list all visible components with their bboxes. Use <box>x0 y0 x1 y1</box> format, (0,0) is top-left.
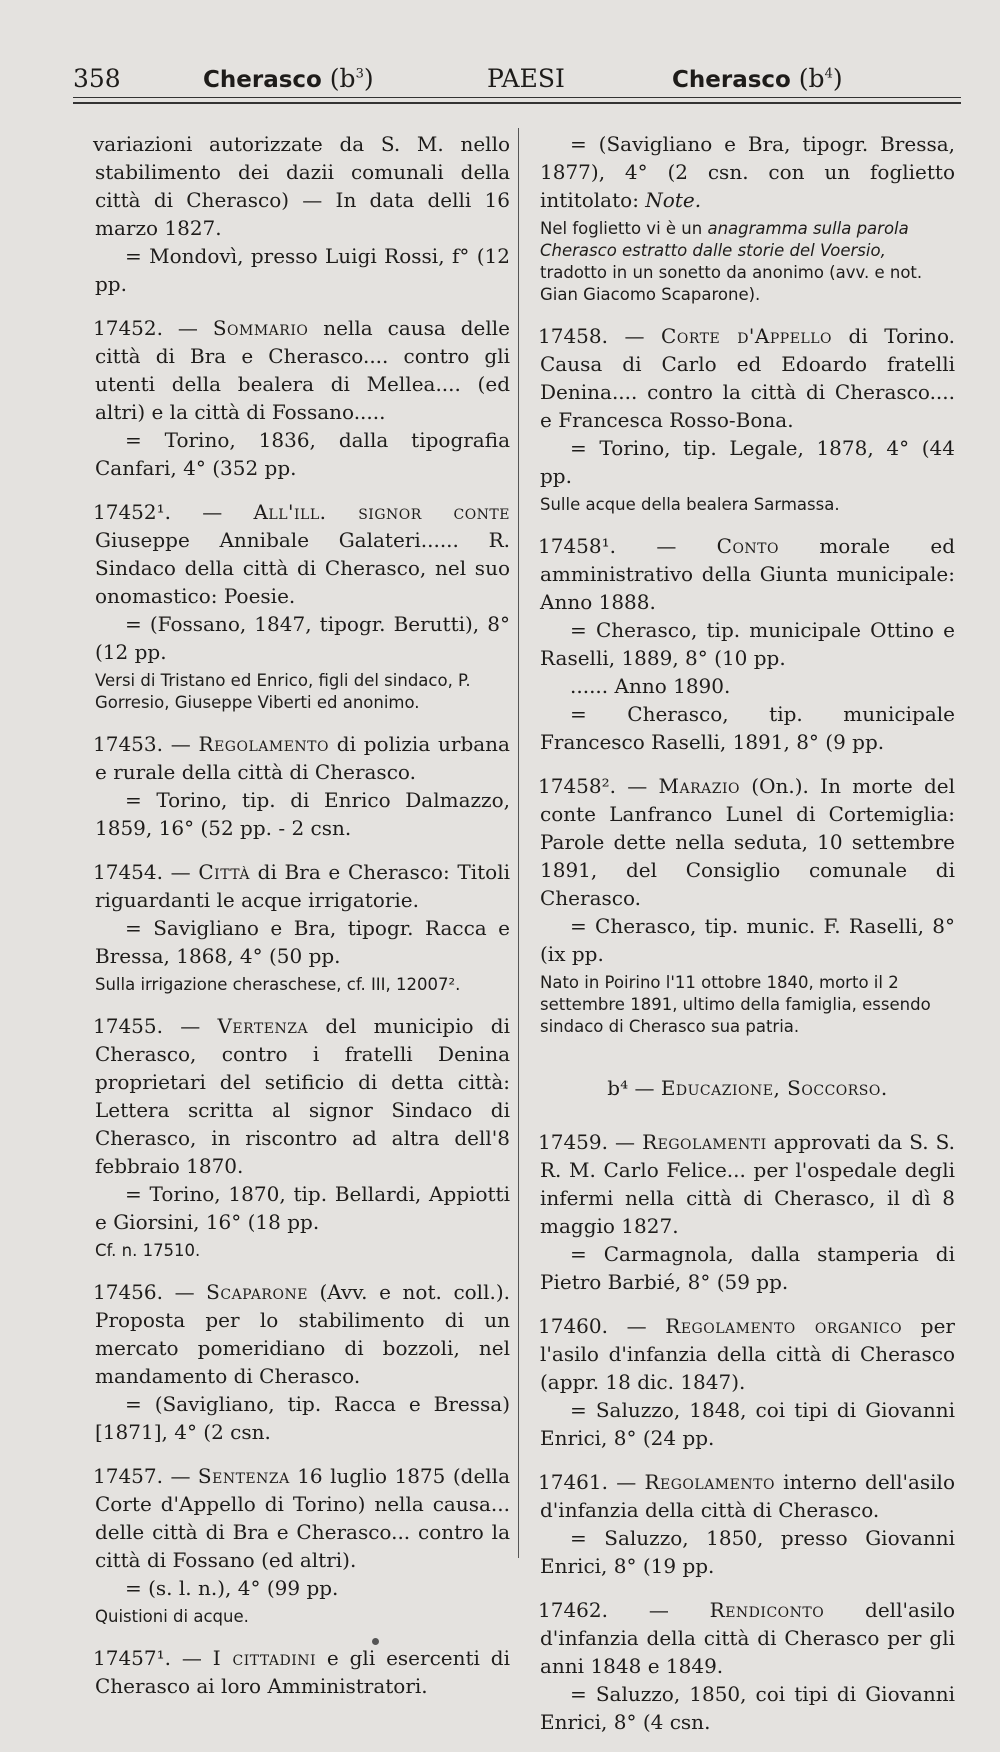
entry-imprint: = Torino, 1836, dalla tipografia Canfari, 4° (352 pp. <box>95 428 510 480</box>
entry-imprint: = (Savigliano, tip. Racca e Bressa) [1871], 4° (2 csn. <box>95 1392 510 1444</box>
entry-body: 17454. — Città di Bra e Cherasco: Titoli riguardanti le acque irrigatorie. <box>93 860 510 912</box>
entry-body: 17455. — Vertenza del municipio di Cherasco, contro i fratelli Denina proprietari del setificio di detta città: Lettera scritta al signor Sindaco di Cherasco, in riscontro ad altra dell'8 febbraio 1870. <box>93 1014 510 1178</box>
right-running-title: Cherasco $(b^4)$ <box>672 64 843 93</box>
center-running-title: PAESI <box>487 64 565 93</box>
entry-17458-1 <box>540 532 955 756</box>
entry-imprint: = Cherasco, tip. municipale Ottino e Raselli, 1889, 8° (10 pp. <box>540 618 955 670</box>
entry-imprint: = Saluzzo, 1848, coi tipi di Giovanni Enrici, 8° (24 pp. <box>540 1398 955 1450</box>
entry-body: 17452. — Sommario nella causa delle città di Bra e Cherasco.... contro gli utenti della bealera di Mellea.... (ed altri) e la città di Fossano..... <box>93 316 510 424</box>
entry-imprint: = Torino, 1870, tip. Bellardi, Appiotti e Giorsini, 16° (18 pp. <box>95 1182 510 1234</box>
entry-17454 <box>95 858 510 996</box>
entry-body: 17452¹. — All'ill. signor conte Giuseppe Annibale Galateri...... R. Sindaco della città di Cherasco, nel suo onomastico: Poesie. <box>93 500 510 608</box>
entry-body: variazioni autorizzate da S. M. nello stabilimento dei dazii comunali della città di Cherasco) — In data delli 16 marzo 1827. <box>93 132 510 240</box>
entry-17460 <box>540 1312 955 1452</box>
entry-imprint: = Torino, tip. di Enrico Dalmazzo, 1859, 16° (52 pp. - 2 csn. <box>95 788 510 840</box>
entry-note: Cf. n. 17510. <box>95 1241 201 1260</box>
entry-17458-2 <box>540 772 955 1038</box>
entry-note: Sulle acque della bealera Sarmassa. <box>540 495 840 514</box>
entry-imprint: = Carmagnola, dalla stamperia di Pietro Barbié, 8° (59 pp. <box>540 1242 955 1294</box>
entry-17456 <box>95 1278 510 1446</box>
header-rule-thick <box>73 102 961 104</box>
entry-17461 <box>540 1468 955 1580</box>
left-column <box>95 130 510 1716</box>
section-heading: b⁴ — Educazione, Soccorso. <box>607 1076 888 1100</box>
entry-body: 17458². — Marazio (On.). In morte del conte Lanfranco Lunel di Cortemiglia: Parole dette nella seduta, 10 settembre 1891, del Consiglio comunale di Cherasco. <box>538 774 955 910</box>
entry-imprint: = (Fossano, 1847, tipogr. Berutti), 8° (12 pp. <box>95 612 510 664</box>
entry-body: 17458¹. — Conto morale ed amministrativo della Giunta municipale: Anno 1888. <box>538 534 955 614</box>
entry-17452-1 <box>95 498 510 714</box>
entry-note: Nato in Poirino l'11 ottobre 1840, morto il 2 settembre 1891, ultimo della famiglia, essendo sindaco di Cherasco sua patria. <box>540 973 931 1036</box>
entry-body: 17457. — Sentenza 16 luglio 1875 (della Corte d'Appello di Torino) nella causa... delle città di Bra e Cherasco... contro la città di Fossano (ed altri). <box>93 1464 510 1572</box>
entry-imprint: = Saluzzo, 1850, presso Giovanni Enrici, 8° (19 pp. <box>540 1526 955 1578</box>
entry-note: Sulla irrigazione cheraschese, cf. III, 12007². <box>95 975 461 994</box>
entry-17452 <box>95 314 510 482</box>
entry-imprint: = Mondovì, presso Luigi Rossi, f° (12 pp. <box>95 244 510 296</box>
entry-17459 <box>540 1128 955 1296</box>
entry-17458 <box>540 322 955 516</box>
entry-imprint: = (Savigliano e Bra, tipogr. Bressa, 1877), 4° (2 csn. con un foglietto intitolato: Note. <box>540 132 955 212</box>
entry-17457-1 <box>95 1644 510 1700</box>
entry-imprint: = (s. l. n.), 4° (99 pp. <box>125 1576 339 1600</box>
entry-imprint: = Saluzzo, 1850, coi tipi di Giovanni Enrici, 8° (4 csn. <box>540 1682 955 1734</box>
entry-body: 17453. — Regolamento di polizia urbana e rurale della città di Cherasco. <box>93 732 510 784</box>
page-number: 358 <box>73 64 121 93</box>
right-column <box>540 130 955 1752</box>
entry-17453 <box>95 730 510 842</box>
column-divider <box>518 128 519 1558</box>
entry-body: 17459. — Regolamenti approvati da S. S. R. M. Carlo Felice... per l'ospedale degli infermi nella città di Cherasco, il dì 8 maggio 1827. <box>538 1130 955 1238</box>
entry-17455 <box>95 1012 510 1262</box>
entry-continuation <box>95 130 510 298</box>
entry-body: 17457¹. — I cittadini e gli esercenti di Cherasco ai loro Amministratori. <box>93 1646 510 1698</box>
entry-imprint: = Torino, tip. Legale, 1878, 4° (44 pp. <box>540 436 955 488</box>
ink-dot <box>372 1638 379 1645</box>
entry-body: 17462. — Rendiconto dell'asilo d'infanzia della città di Cherasco per gli anni 1848 e 1849. <box>538 1598 955 1678</box>
entry-17457 <box>95 1462 510 1628</box>
entry-imprint: = Savigliano e Bra, tipogr. Racca e Bressa, 1868, 4° (50 pp. <box>95 916 510 968</box>
entry-imprint: = Cherasco, tip. municipale Francesco Raselli, 1891, 8° (9 pp. <box>540 702 955 754</box>
entry-continuation <box>540 130 955 306</box>
entry-body: 17460. — Regolamento organico per l'asilo d'infanzia della città di Cherasco (appr. 18 dic. 1847). <box>538 1314 955 1394</box>
entry-body: 17456. — Scaparone (Avv. e not. coll.). Proposta per lo stabilimento di un mercato pomeridiano di bozzoli, nel mandamento di Cherasco. <box>93 1280 510 1388</box>
entry-note: Quistioni di acque. <box>95 1607 249 1626</box>
entry-subtitle: ...... Anno 1890. <box>570 674 731 698</box>
entry-body: 17458. — Corte d'Appello di Torino. Causa di Carlo ed Edoardo fratelli Denina.... contro la città di Cherasco.... e Francesca Rosso-Bona. <box>538 324 955 432</box>
entry-note: Versi di Tristano ed Enrico, figli del sindaco, P. Gorresio, Giuseppe Viberti ed anonimo. <box>95 671 471 712</box>
entry-note: Nel foglietto vi è un anagramma sulla parola Cherasco estratto dalle storie del Voersio, tradotto in un sonetto da anonimo (avv. e not. Gian Giacomo Scaparone). <box>540 219 923 304</box>
header-rule-thin <box>73 97 961 98</box>
running-header <box>0 48 1000 108</box>
entry-17462 <box>540 1596 955 1736</box>
entry-body: 17461. — Regolamento interno dell'asilo d'infanzia della città di Cherasco. <box>538 1470 955 1522</box>
left-running-title: Cherasco $(b^3)$ <box>203 64 374 93</box>
entry-imprint: = Cherasco, tip. munic. F. Raselli, 8° (ix pp. <box>540 914 955 966</box>
